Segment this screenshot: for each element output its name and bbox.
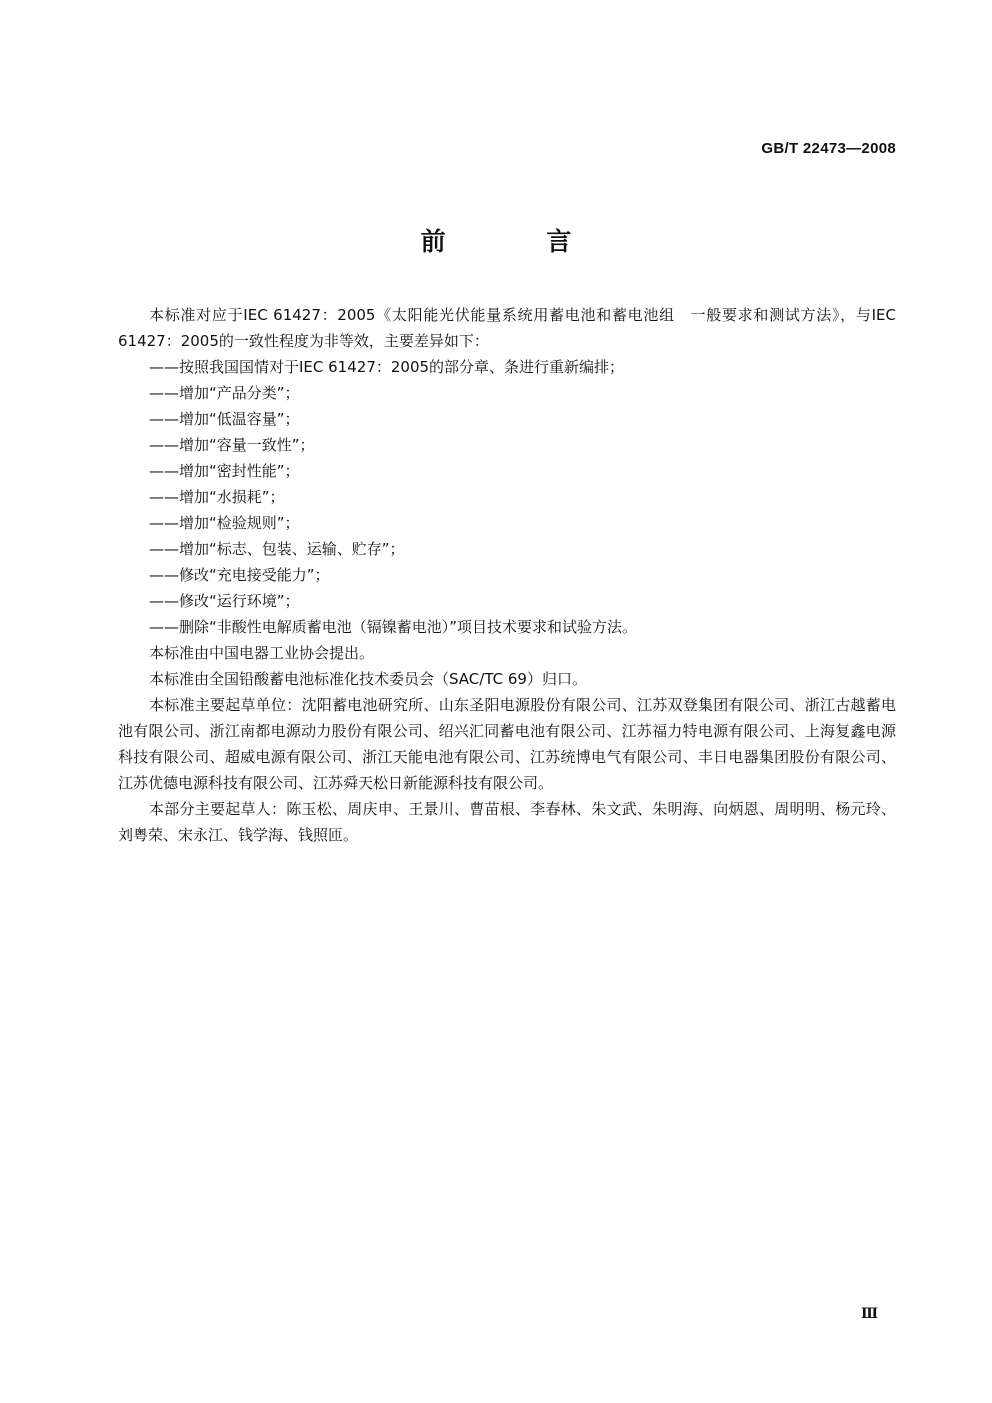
list-item: ——增加“容量一致性”； <box>149 436 315 454</box>
list-item: ——增加“密封性能”； <box>149 462 300 480</box>
list-item: ——按照我国国情对于IEC 61427：2005的部分章、条进行重新编排； <box>149 358 625 376</box>
list-item: ——删除“非酸性电解质蓄电池（镉镍蓄电池）”项目技术要求和试验方法。 <box>149 618 638 636</box>
list-item: ——增加“标志、包装、运输、贮存”； <box>149 540 405 558</box>
drafters-paragraph: 本部分主要起草人：陈玉松、周庆申、王景川、曹苗根、李春林、朱文武、朱明海、向炳恩、周明明、杨元玲、刘粤荣、宋永江、钱学海、钱照匝。 <box>118 800 896 844</box>
centralized-by-paragraph: 本标准由全国铅酸蓄电池标准化技术委员会（SAC/TC 69）归口。 <box>149 670 587 688</box>
list-item: ——增加“低温容量”； <box>149 410 300 428</box>
proposed-by-paragraph: 本标准由中国电器工业协会提出。 <box>149 644 375 662</box>
list-item: ——增加“水损耗”； <box>149 488 285 506</box>
drafting-units-paragraph: 本标准主要起草单位：沈阳蓄电池研究所、山东圣阳电源股份有限公司、江苏双登集团有限公司、浙江古越蓄电池有限公司、浙江南都电源动力股份有限公司、绍兴汇同蓄电池有限公司、江苏福力特电源有限公司、上海复鑫电源科技有限公司、超威电源有限公司、浙江天能电池有限公司、江苏统博电气有限公司、丰日电器集团股份有限公司、江苏优德电源科技有限公司、江苏舜天松日新能源科技有限公司。 <box>118 696 896 792</box>
intro-paragraph: 本标准对应于IEC 61427：2005《太阳能光伏能量系统用蓄电池和蓄电池组 一般要求和测试方法》，与IEC 61427：2005的一致性程度为非等效，主要差异如下： <box>118 306 896 350</box>
page-title: 前 言 <box>420 227 618 256</box>
foreword-body <box>118 302 896 848</box>
differences-list <box>118 354 896 640</box>
list-item: ——增加“检验规则”； <box>149 514 300 532</box>
list-item: ——修改“充电接受能力”； <box>149 566 330 584</box>
list-item: ——修改“运行环境”； <box>149 592 300 610</box>
list-item: ——增加“产品分类”； <box>149 384 300 402</box>
page-number: Ⅲ <box>860 1307 878 1322</box>
standard-code: GB/T 22473—2008 <box>761 140 896 157</box>
